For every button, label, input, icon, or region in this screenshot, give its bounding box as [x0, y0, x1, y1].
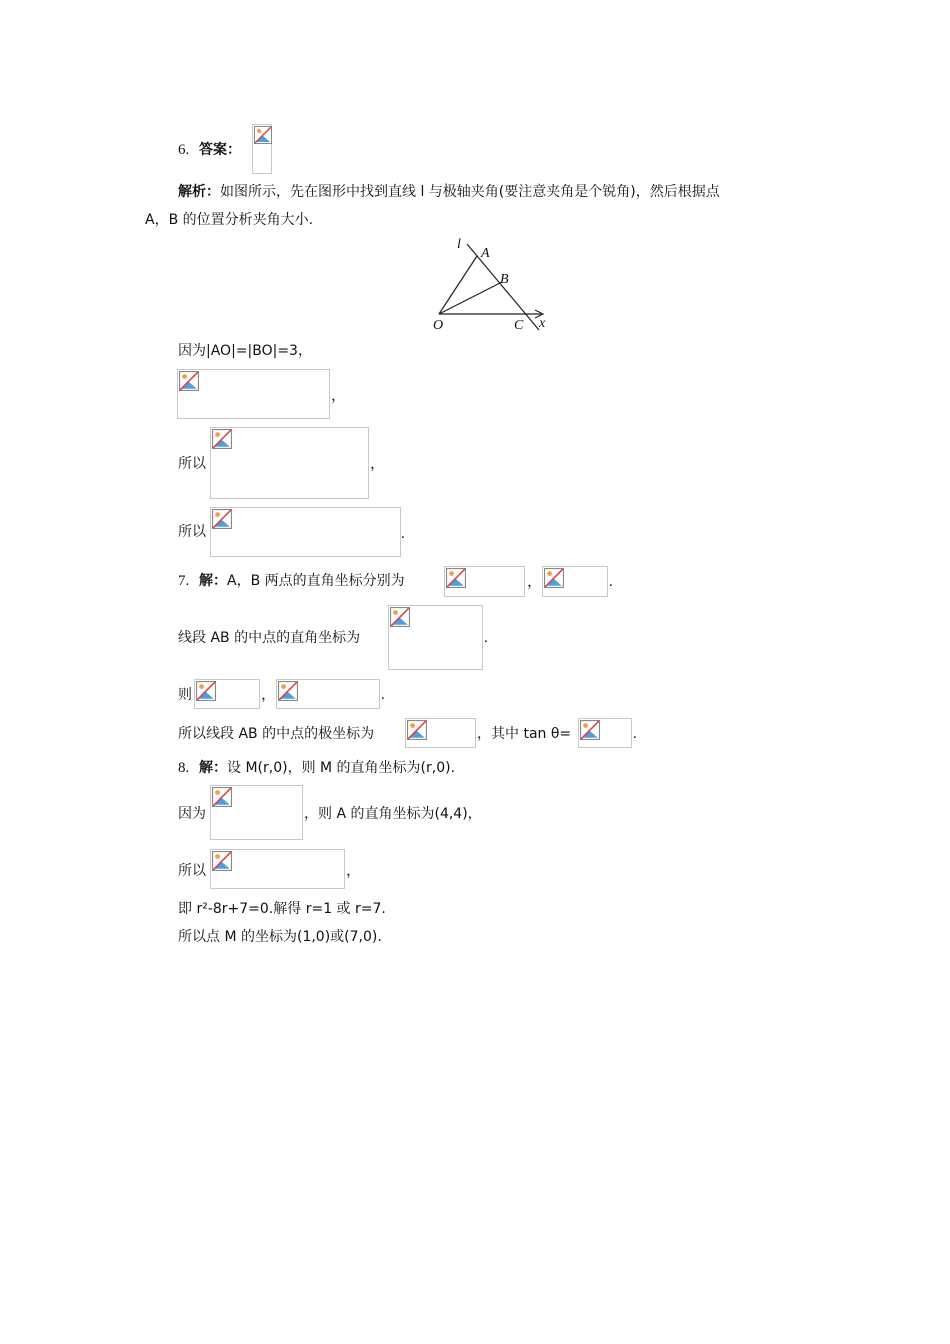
broken-image-icon — [212, 851, 232, 871]
broken-image-icon — [179, 371, 199, 391]
q6-number: 6. — [178, 142, 190, 158]
q6-because-line: 因为|AO|=|BO|=3， — [178, 343, 312, 359]
q8-label: 解： — [199, 760, 227, 776]
q6-comma-1: ， — [331, 388, 347, 404]
q6-comma-2: ， — [370, 456, 386, 472]
label-C: C — [514, 318, 524, 333]
q6-so-1: 所以 — [178, 456, 206, 472]
q8-so: 所以 — [178, 863, 206, 879]
broken-image-icon — [278, 681, 298, 701]
q8-final-line: 所以点 M 的坐标为(1,0)或(7,0). — [178, 929, 382, 945]
q8-because: 因为 — [178, 806, 206, 822]
q7-text-1: A，B 两点的直角坐标分别为 — [227, 573, 405, 589]
q8-because-tail: ，则 A 的直角坐标为(4,4)， — [304, 806, 482, 822]
q7-sep-2: ， — [261, 687, 277, 703]
q8-formula-image-1 — [210, 785, 303, 840]
broken-image-icon — [254, 126, 272, 144]
q7-formula-image-midpoint — [388, 605, 483, 670]
broken-image-icon — [390, 607, 410, 627]
q7-period-1: . — [609, 574, 613, 590]
broken-image-icon — [212, 429, 232, 449]
broken-image-icon — [212, 509, 232, 529]
q6-formula-image-3 — [210, 507, 401, 557]
q7-line-1 — [178, 571, 405, 591]
broken-image-icon — [580, 720, 600, 740]
q8-line-1 — [178, 758, 455, 778]
q7-number: 7. — [178, 573, 190, 589]
q7-formula-image-polar — [405, 718, 476, 748]
broken-image-icon — [407, 720, 427, 740]
q7-text-2: 线段 AB 的中点的直角坐标为 — [178, 630, 361, 646]
q7-label: 解： — [199, 573, 227, 589]
q7-period-2: . — [484, 630, 488, 646]
q7-period-4: . — [633, 726, 637, 742]
q6-analysis-line-2: A，B 的位置分析夹角大小. — [145, 212, 314, 228]
q6-formula-image-1 — [177, 369, 330, 419]
geometry-figure — [425, 236, 555, 336]
q8-formula-image-2 — [210, 849, 345, 889]
q6-analysis-text-1: 如图所示，先在图形中找到直线 l 与极轴夹角(要注意夹角是个锐角)，然后根据点 — [220, 184, 720, 200]
q8-text-1: 设 M(r,0)，则 M 的直角坐标为(r,0). — [227, 760, 456, 776]
label-A: A — [481, 246, 490, 261]
q7-period-3: . — [381, 687, 385, 703]
broken-image-icon — [544, 568, 564, 588]
broken-image-icon — [196, 681, 216, 701]
q7-text-3: 所以线段 AB 的中点的极坐标为 — [178, 726, 375, 742]
q6-answer-image — [252, 124, 272, 174]
label-l: l — [457, 237, 461, 252]
broken-image-icon — [212, 787, 232, 807]
broken-image-icon — [446, 568, 466, 588]
q6-period: . — [401, 526, 405, 542]
q7-formula-image-rho — [194, 679, 260, 709]
segment-OA — [439, 256, 477, 314]
line-l — [467, 244, 539, 330]
label-x: x — [539, 316, 546, 331]
q6-answer-line — [178, 140, 241, 160]
q6-formula-image-2 — [210, 427, 369, 499]
q7-text-3b: ，其中 tan θ= — [477, 726, 572, 742]
q6-analysis-line-1 — [178, 182, 720, 202]
q7-formula-image-tan — [578, 718, 632, 748]
q6-so-2: 所以 — [178, 524, 206, 540]
q8-so-tail: ， — [346, 863, 362, 879]
label-B: B — [500, 272, 509, 287]
segment-OB — [439, 282, 502, 314]
q6-analysis-label: 解析： — [178, 184, 220, 200]
q8-equation-line: 即 r²-8r+7=0.解得 r=1 或 r=7. — [178, 901, 386, 917]
q6-answer-label: 答案： — [199, 142, 241, 158]
q7-formula-image-A — [444, 566, 525, 597]
label-O: O — [433, 318, 444, 333]
q7-formula-image-theta — [276, 679, 380, 709]
q7-formula-image-B — [542, 566, 608, 597]
q8-number: 8. — [178, 760, 190, 776]
q7-then: 则 — [178, 687, 192, 703]
q7-sep-1: ， — [527, 574, 543, 590]
